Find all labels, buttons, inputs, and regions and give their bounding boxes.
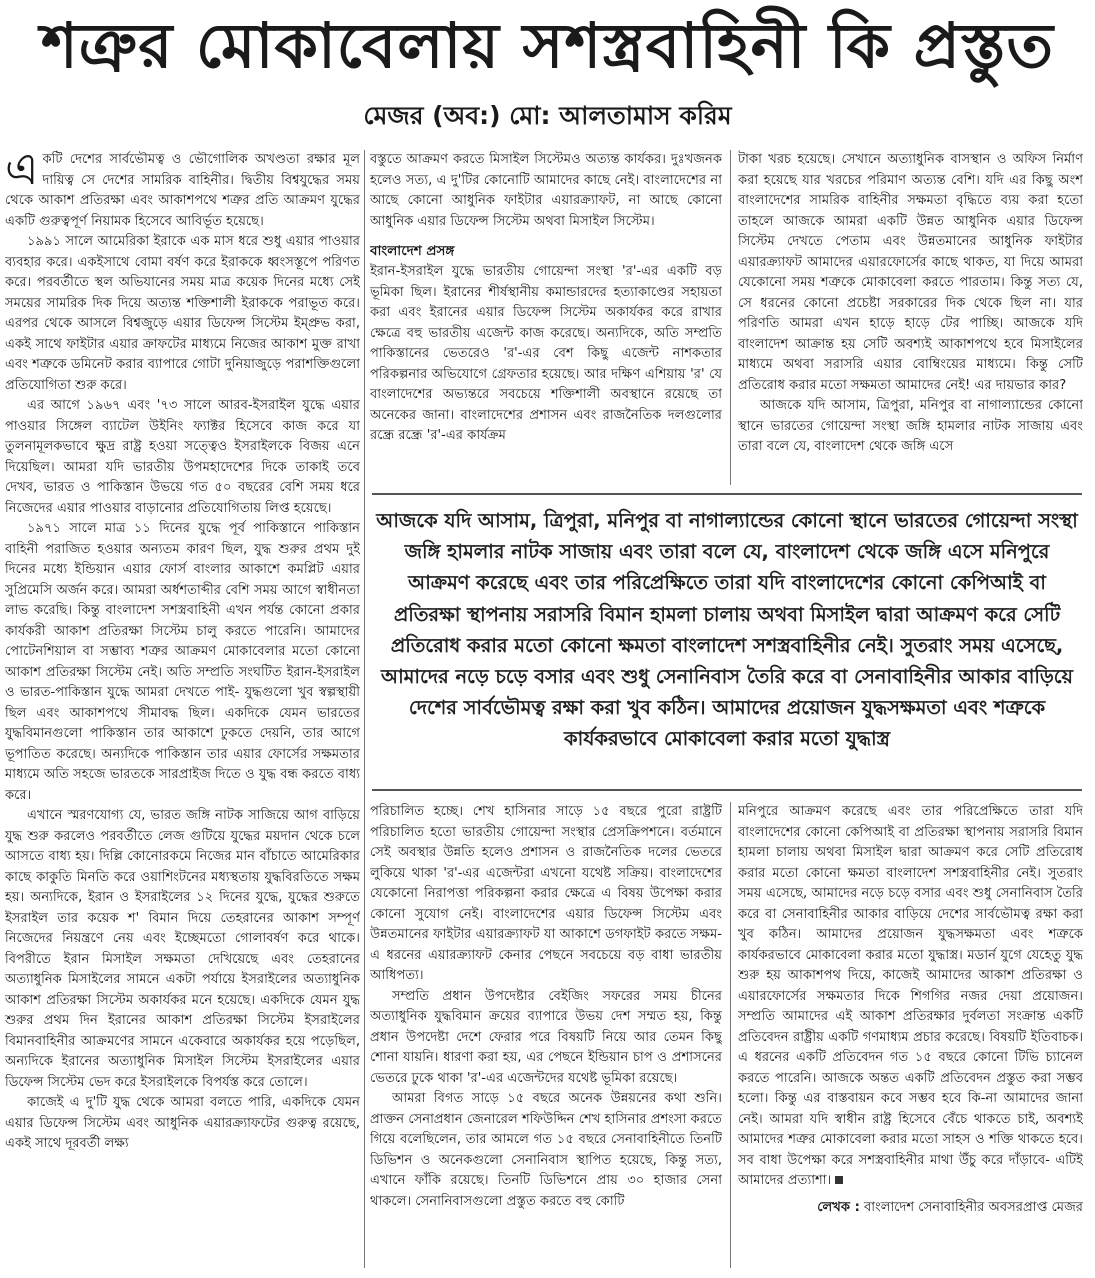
- headline: শত্রুর মোকাবেলায় সশস্ত্রবাহিনী কি প্রস্তুত: [40, 9, 1055, 82]
- paragraph: ইরান-ইসরাইল যুদ্ধে ভারতীয় গোয়েন্দা সংস্থা 'র'-এর একটি বড় ভূমিকা ছিল। ইরানের শীর্ষস্থানীয় কমান্ডারদের হত্যাকাণ্ডের সহায়তা করা এবং ইরানের এয়ার ডিফেন্স সিস্টেম অকার্যকর করে রাখার ক্ষেত্রে বহু ভারতীয় এজেন্ট কাজ করেছে। অন্যদিকে, অতি সম্প্রতি পাকিস্তানের ভেতরেও 'র'-এর বেশ কিছু এজেন্ট নাশকতার পরিকল্পনার অভিযোগে গ্রেফতার হয়েছে। আর দক্ষিণ এশিয়ায় 'র' যে বাংলাদেশের অভ্যন্তরে সবচেয়ে শক্তিশালী অবস্থানে রয়েছে তা অনেকের জানা। বাংলাদেশের প্রশাসন এবং রাজনৈতিক দলগুলোর রন্ধ্রে রন্ধ্রে 'র'-এর কার্যক্রম: [370, 264, 722, 443]
- pullquote-bottom-rule: [372, 789, 1082, 791]
- article-column-3-bottom: [738, 802, 1083, 1268]
- paragraph: বস্তুতে আক্রমণ করতে মিসাইল সিস্টেমও অত্যন্ত কার্যকর। দুঃখজনক হলেও সত্য, এ দু'টির কোনোটি আমাদের কাছে নেই। বাংলাদেশের না আছে কোনো আধুনিক ফাইটার এয়ারক্র্যাফট, না আছে কোনো আধুনিক এয়ার ডিফেন্স সিস্টেম অথবা মিসাইল সিস্টেম।: [370, 152, 722, 229]
- pullquote-top-rule: [372, 493, 1082, 495]
- column-divider: [730, 150, 731, 485]
- paragraph: কাজেই এ দু'টি যুদ্ধ থেকে আমরা বলতে পারি, একদিকে যেমন এয়ার ডিফেন্স সিস্টেম এবং আধুনিক এয়ারক্র্যাফটের গুরুত্ব রয়েছে, একই সাথে দূরবর্তী লক্ষ্য: [5, 1095, 360, 1151]
- dropcap: এ: [5, 150, 39, 195]
- signature-label: লেখক :: [817, 1199, 860, 1215]
- article-column-2-bottom: [370, 802, 722, 1268]
- byline: মেজর (অব:) মো: আলতামাস করিম: [363, 101, 732, 130]
- subheading: বাংলাদেশ প্রসঙ্গ: [370, 243, 455, 259]
- paragraph: সম্প্রতি প্রধান উপদেষ্টার বেইজিং সফরের সময় চীনের অত্যাধুনিক যুদ্ধবিমান ক্রয়ের ব্যাপারে উভয় দেশ সম্মত হয়, কিন্তু প্রধান উপদেষ্টা দেশে ফেরার পরে বিষয়টি নিয়ে আর তেমন কিছু শোনা যায়নি। ধারণা করা হয়, এর পেছনে ইন্ডিয়ান চাপ ও প্রশাসনের ভেতরে ঢুকে থাকা 'র'-এর এজেন্টদের যথেষ্ট ভূমিকা রয়েছে।: [370, 988, 722, 1086]
- column-divider: [730, 802, 731, 1268]
- signature-text: বাংলাদেশ সেনাবাহিনীর অবসরপ্রাপ্ত মেজর: [863, 1199, 1083, 1215]
- paragraph: আমরা বিগত সাড়ে ১৫ বছরে অনেক উন্নয়নের কথা শুনি। প্রাক্তন সেনাপ্রধান জেনারেল শফিউদ্দিন শেখ হাসিনার প্রশংসা করতে গিয়ে বলেছিলেন, তার আমলে গত ১৫ বছরে সেনাবাহিনীতে তিনটি ডিভিশন ও অনেকগুলো সেনানিবাস স্থাপিত হয়েছে, কিন্তু সত্য, এখানে ফাঁকি রয়েছে। তিনটি ডিভিশনে প্রায় ৩০ হাজার সেনা থাকলে। সেনানিবাসগুলো প্রস্তুত করতে বহু কোটি: [370, 1091, 722, 1209]
- paragraph: টাকা খরচ হয়েছে। সেখানে অত্যাধুনিক বাসস্থান ও অফিস নির্মাণ করা হয়েছে যার খরচের পরিমাণ অত্যন্ত বেশি। যদি এর কিছু অংশ বাংলাদেশের সামরিক বাহিনীর সক্ষমতা বৃদ্ধিতে ব্যয় করা হতো তাহলে আজকে আমরা একটি উন্নত আধুনিক এয়ার ডিফেন্স সিস্টেম দেখতে পেতাম এবং উন্নতমানের আধুনিক ফাইটার এয়ারক্র্যাফট আমাদের এয়ারফোর্সের কাছে থাকত, যা দিয়ে আমরা যেকোনো সময় শত্রুকে মোকাবেলা করতে পারতাম। কিন্তু সত্য যে, সে ধরনের কোনো প্রচেষ্টা সরকারের দিক থেকে ছিল না। যার পরিণতি আমরা এখন হাড়ে হাড়ে টের পাচ্ছি। আজকে যদি বাংলাদেশ আক্রান্ত হয় সেটি অবশ্যই আকাশপথে হবে মিসাইলের মাধ্যমে অথবা সরাসরি এয়ার বোম্বিংয়ের মাধ্যমে। কিন্তু সেটি প্রতিরোধ করার মতো সক্ষমতা আমাদের নেই! এর দায়ভার কার?: [738, 152, 1083, 393]
- column-divider: [364, 150, 365, 1268]
- paragraph: আজকে যদি আসাম, ত্রিপুরা, মনিপুর বা নাগাল্যান্ডের কোনো স্থানে ভারতের গোয়েন্দা সংস্থা জঙ্গি হামলার নাটক সাজায় এবং তারা বলে যে, বাংলাদেশ থেকে জঙ্গি এসে: [738, 398, 1083, 454]
- paragraph: একটি দেশের সার্বভৌমত্ব ও ভৌগোলিক অখণ্ডতা রক্ষার মূল দায়িত্ব সে দেশের সামরিক বাহিনীর। দ্বিতীয় বিশ্বযুদ্ধের সময় থেকে আকাশ প্রতিরক্ষা এবং আকাশপথে শত্রুর প্রতি আক্রমণ যুদ্ধের একটি গুরুত্বপূর্ণ নিয়ামক হিসেবে আবির্ভূত হয়েছে।: [5, 150, 360, 229]
- author-signature: [738, 1198, 1083, 1219]
- paragraph: ১৯৭১ সালে মাত্র ১১ দিনের যুদ্ধে পূর্ব পাকিস্তানে পাকিস্তান বাহিনী পরাজিত হওয়ার অন্যতম কারণ ছিল, যুদ্ধ শুরুর প্রথম দুই দিনের মধ্যে ইন্ডিয়ান এয়ার ফোর্স বাংলার আকাশে কমপ্লিট এয়ার সুপ্রিমেসি অর্জন করে। আমরা অর্ধশতাব্দীর বেশি সময় আগে স্বাধীনতা লাভ করেছি। কিন্তু বাংলাদেশ সশস্ত্রবাহিনী এখন পর্যন্ত কোনো প্রকার কার্যকরী আকাশ প্রতিরক্ষা সিস্টেম চালু করতে পারেনি। আমাদের পোটেনশিয়াল বা সম্ভাব্য শত্রুর আক্রমণ মোকাবেলার মতো কোনো আকাশ প্রতিরক্ষা সিস্টেম নেই। অতি সম্প্রতি সংঘটিত ইরান-ইসরাইল ও ভারত-পাকিস্তান যুদ্ধে আমরা দেখতে পাই- যুদ্ধগুলো খুব স্বল্পস্থায়ী ছিল এবং আকাশপথে সীমাবদ্ধ ছিল। একদিকে যেমন ভারতের যুদ্ধবিমানগুলো পাকিস্তান তার আকাশে ঢুকতে দেয়নি, তার আগে ভূপাতিত করেছে। অন্যদিকে পাকিস্তান তার এয়ার ফোর্সের সক্ষমতার মাধ্যমে অতি সহজে ভারতকে সারপ্রাইজ দিতে ও যুদ্ধ বন্ধ করতে বাধ্য করে।: [5, 521, 360, 803]
- article-column-2-top: [370, 150, 722, 485]
- pullquote: আজকে যদি আসাম, ত্রিপুরা, মনিপুর বা নাগাল্যান্ডের কোনো স্থানে ভারতের গোয়েন্দা সংস্থা জঙ্গি হামলার নাটক সাজায় এবং তারা বলে যে, বাংলাদেশ থেকে জঙ্গি এসে মনিপুরে আক্রমণ করেছে এবং তার পরিপ্রেক্ষিতে তারা যদি বাংলাদেশের কোনো কেপিআই বা প্রতিরক্ষা স্থাপনায় সরাসরি বিমান হামলা চালায় অথবা মিসাইল দ্বারা আক্রমণ করে সেটি প্রতিরোধ করার মতো কোনো ক্ষমতা বাংলাদেশ সশস্ত্রবাহিনীর নেই। সুতরাং সময় এসেছে, আমাদের নড়ে চড়ে বসার এবং শুধু সেনানিবাস তৈরি করে বা সেনাবাহিনীর আকার বাড়িয়ে দেশের সার্বভৌমত্ব রক্ষা করা খুব কঠিন। আমাদের প্রয়োজন যুদ্ধসক্ষমতা এবং শত্রুকে কার্যকরভাবে মোকাবেলা করার মতো যুদ্ধাস্ত্র: [376, 509, 1078, 751]
- end-mark-icon: [835, 1176, 843, 1184]
- article-column-1: [5, 150, 360, 1268]
- article-column-3-top: [738, 150, 1083, 485]
- paragraph: মনিপুরে আক্রমণ করেছে এবং তার পরিপ্রেক্ষিতে তারা যদি বাংলাদেশের কোনো কেপিআই বা প্রতিরক্ষা স্থাপনায় সরাসরি বিমান হামলা চালায় অথবা মিসাইল দ্বারা আক্রমণ করে সেটি প্রতিরোধ করার মতো কোনো ক্ষমতা বাংলাদেশ সশস্ত্রবাহিনীর নেই। সুতরাং সময় এসেছে, আমাদের নড়ে চড়ে বসার এবং শুধু সেনানিবাস তৈরি করে বা সেনাবাহিনীর আকার বাড়িয়ে দেশের সার্বভৌমত্ব রক্ষা করা খুব কঠিন। আমাদের প্রয়োজন যুদ্ধসক্ষমতা এবং শত্রুকে কার্যকরভাবে মোকাবেলা করার মতো যুদ্ধাস্ত্র। মডার্ন যুগে যেহেতু যুদ্ধ শুরু হয় আকাশপথ দিয়ে, কাজেই আমাদের আকাশ প্রতিরক্ষা ও এয়ারফোর্সের সক্ষমতার দিকে শিগগির নজর দেয়া প্রয়োজন। সম্প্রতি আমাদের এই আকাশ প্রতিরক্ষার দুর্বলতা সংক্রান্ত একটি প্রতিবেদন রাষ্ট্রীয় একটি গণমাধ্যম প্রচার করেছে। বিষয়টি ইতিবাচক। এ ধরনের একটি প্রতিবেদন গত ১৫ বছরে কোনো টিভি চ্যানেল করতে পারেনি। আজকে অন্তত একটি প্রতিবেদন প্রস্তুত করা সম্ভব হলো। কিন্তু এর বাস্তবায়ন কবে সম্ভব হবে কি-না আমাদের জানা নেই। আমরা যদি স্বাধীন রাষ্ট্র হিসেবে বেঁচে থাকতে চাই, অবশ্যই আমাদের শত্রুর মোকাবেলা করার মতো সাহস ও শক্তি থাকতে হবে। সব বাধা উপেক্ষা করে সশস্ত্রবাহিনীর মাথা উঁচু করে দাঁড়াবে- এটিই আমাদের প্রত্যাশা।: [738, 804, 1083, 1188]
- paragraph: পরিচালিত হচ্ছে। শেখ হাসিনার সাড়ে ১৫ বছরে পুরো রাষ্ট্রটি পরিচালিত হতো ভারতীয় গোয়েন্দা সংস্থার প্রেসক্রিপশনে। বর্তমানে সেই অবস্থার উন্নতি হলেও প্রশাসন ও রাজনৈতিক দলের ভেতরে লুকিয়ে থাকা 'র'-এর এজেন্টরা এখনো যথেষ্ট সক্রিয়। বাংলাদেশের যেকোনো নিরাপত্তা পরিকল্পনা করার ক্ষেত্রে এ বিষয় উপেক্ষা করার কোনো সুযোগ নেই। বাংলাদেশের এয়ার ডিফেন্স সিস্টেম এবং উন্নতমানের ফাইটার এয়ারক্র্যাফট যা আকাশে ডগফাইট করতে সক্ষম- এ ধরনের এয়ারক্র্যাফট কেনার পেছনে সবচেয়ে বড় বাধা ভারতীয় আধিপত্য।: [370, 804, 722, 983]
- paragraph: এখানে স্মরণযোগ্য যে, ভারত জঙ্গি নাটক সাজিয়ে আগ বাড়িয়ে যুদ্ধ শুরু করলেও পরবর্তীতে লেজ গুটিয়ে যুদ্ধের ময়দান থেকে চলে আসতে বাধ্য হয়। দিল্লি কোনোরকমে নিজের মান বাঁচাতে আমেরিকার কাছে কাকুতি মিনতি করে ওয়াশিংটনের মধ্যস্থতায় যুদ্ধবিরতিতে সক্ষম হয়। অন্যদিকে, ইরান ও ইসরাইলের ১২ দিনের যুদ্ধে, যুদ্ধের শুরুতে ইসরাইল তার কয়েক শ' বিমান দিয়ে তেহরানের আকাশ সম্পূর্ণ নিজেদের নিয়ন্ত্রণে নেয় এবং ইচ্ছেমতো গোলাবর্ষণ করে থাকে। বিপরীতে ইরান মিসাইল সক্ষমতা দেখিয়েছে এবং তেহরানের অত্যাধুনিক মিসাইলের সামনে একটা পর্যায়ে ইসরাইলের অত্যাধুনিক আকাশ প্রতিরক্ষা সিস্টেম অকার্যকর মনে হয়েছে। একদিকে যেমন যুদ্ধ শুরুর প্রথম দিন ইরানের আকাশ প্রতিরক্ষা সিস্টেম ইসরাইলের বিমানবাহিনীর আক্রমণের সামনে একেবারে অকার্যকর হয়ে পড়েছিল, অন্যদিকে ইরানের অত্যাধুনিক মিসাইল সিস্টেম ইসরাইলের এয়ার ডিফেন্স সিস্টেম ভেদ করে ইসরাইলকে বিপর্যস্ত করে তোলে।: [5, 808, 360, 1090]
- paragraph: ১৯৯১ সালে আমেরিকা ইরাকে এক মাস ধরে শুধু এয়ার পাওয়ার ব্যবহার করে। একইসাথে বোমা বর্ষণ করে ইরাককে ধ্বংসস্তূপে পরিণত করে। পরবর্তীতে স্থল অভিযানের সময় মাত্র কয়েক দিনের মধ্যে সেই সময়ের সামরিক দিক দিয়ে অত্যন্ত শক্তিশালী ইরাককে পরাভূত করে। এরপর থেকে আসলে বিশ্বজুড়ে এয়ার ডিফেন্স সিস্টেম ইম্প্রুভ করা, একই সাথে ফাইটার এয়ার ক্রাফটের মাধ্যমে নিজের আকাশ মুক্ত রাখা এবং শত্রুকে ডমিনেট করার ব্যাপারে গোটা দুনিয়াজুড়ে পরাশক্তিগুলো প্রতিযোগিতা শুরু করে।: [5, 234, 360, 393]
- paragraph: এর আগে ১৯৬৭ এবং '৭৩ সালে আরব-ইসরাইল যুদ্ধে এয়ার পাওয়ার সিঙ্গেল ব্যাটেল উইনিং ফ্যাক্টর হিসেবে কাজ করে যা তুলনামূলকভাবে ক্ষুদ্র রাষ্ট্র হওয়া সত্ত্বেও ইসরাইলকে বিজয় এনে দিয়েছিল। আমরা যদি ভারতীয় উপমহাদেশের দিকে তাকাই তবে দেখব, ভারত ও পাকিস্তান উভয়ে গত ৫০ বছরের বেশি সময় ধরে নিজেদের এয়ার পাওয়ার বাড়ানোর প্রতিযোগিতায় লিপ্ত হয়েছে।: [5, 398, 360, 516]
